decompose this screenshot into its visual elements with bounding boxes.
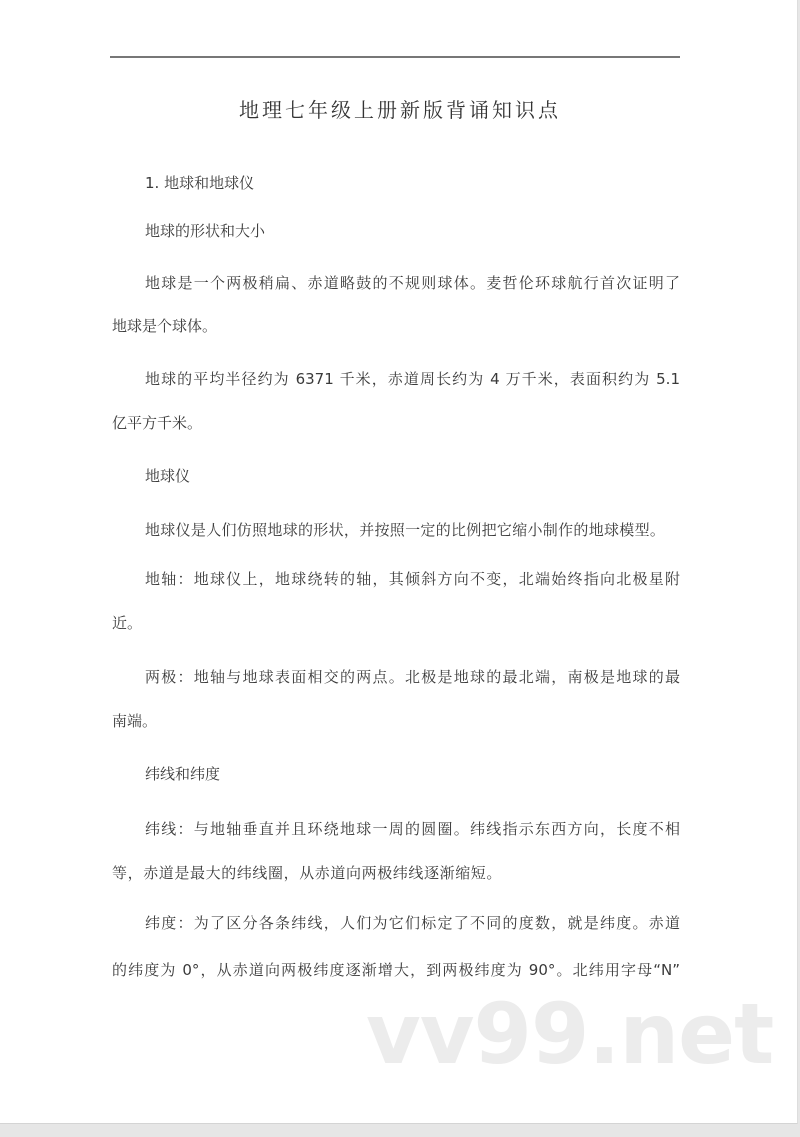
paragraph-line: 地球是一个两极稍扁、赤道略鼓的不规则球体。麦哲伦环球航行首次证明了 — [145, 274, 680, 292]
paragraph-line: 等，赤道是最大的纬线圈，从赤道向两极纬线逐渐缩短。 — [112, 864, 503, 882]
paragraph-line: 亿平方千米。 — [112, 414, 203, 432]
document-title: 地理七年级上册新版背诵知识点 — [239, 98, 561, 122]
watermark: vv99.net — [366, 985, 774, 1083]
paragraph-line: 南端。 — [112, 712, 158, 730]
paragraph-line: 的纬度为 0°，从赤道向两极纬度逐渐增大，到两极纬度为 90°。北纬用字母“N” — [112, 961, 680, 979]
paragraph-line: 纬度：为了区分各条纬线，人们为它们标定了不同的度数，就是纬度。赤道 — [145, 914, 680, 932]
paragraph-line: 地球是个球体。 — [112, 317, 218, 335]
paragraph-line: 地轴：地球仪上，地球绕转的轴，其倾斜方向不变，北端始终指向北极星附 — [145, 570, 680, 588]
subheading: 地球的形状和大小 — [145, 222, 266, 240]
subheading: 地球仪 — [145, 467, 191, 485]
paragraph-line: 地球仪是人们仿照地球的形状，并按照一定的比例把它缩小制作的地球模型。 — [145, 521, 666, 539]
header-rule — [110, 56, 680, 58]
paragraph-line: 两极：地轴与地球表面相交的两点。北极是地球的最北端，南极是地球的最 — [145, 668, 680, 686]
section-heading: 1. 地球和地球仪 — [145, 174, 255, 192]
paragraph-line: 地球的平均半径约为 6371 千米，赤道周长约为 4 万千米，表面积约为 5.1 — [145, 370, 680, 388]
paragraph-line: 近。 — [112, 614, 143, 632]
paragraph-line: 纬线：与地轴垂直并且环绕地球一周的圆圈。纬线指示东西方向，长度不相 — [145, 820, 680, 838]
subheading: 纬线和纬度 — [145, 765, 221, 783]
